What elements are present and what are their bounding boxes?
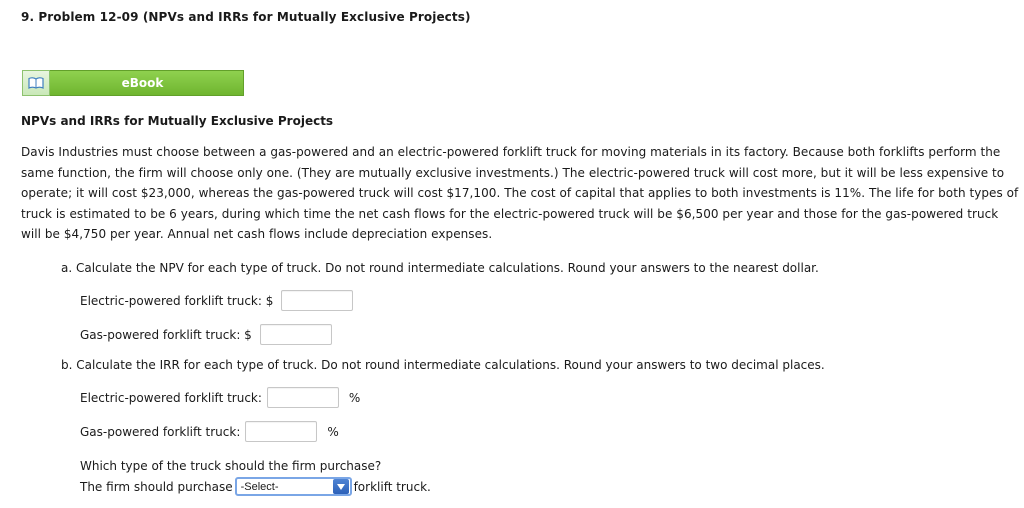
npv-gas-row — [80, 324, 332, 345]
irr-electric-row — [80, 387, 360, 408]
select-value: -Select- — [240, 480, 279, 493]
irr-gas-row — [80, 421, 339, 442]
purchase-suffix: forklift truck. — [353, 479, 431, 494]
npv-electric-input[interactable] — [281, 290, 353, 311]
irr-electric-input[interactable] — [267, 387, 339, 408]
irr-gas-label: Gas-powered forklift truck: — [80, 424, 241, 439]
problem-description: Davis Industries must choose between a gas-powered and an electric-powered forklift truck for moving materials in its factory. Because both forklifts perform the same function, the firm will choose only one. (They are mutually exclusive investments.) The electric-powered truck will cost more, but it will be less expensive to operate; it will cost $23,000, whereas the gas-powered truck will cost $17,100. The cost of capital that applies to both investments is 11%. The life for both types of truck is estimated to be 6 years, during which time the net cash flows for the electric-powered truck will be $6,500 per year and those for the gas-powered truck will be $4,750 per year. Annual net cash flows include depreciation expenses. — [21, 145, 1019, 241]
book-icon — [22, 70, 50, 96]
irr-electric-percent: % — [348, 390, 361, 405]
purchase-prefix: The firm should purchase — [80, 479, 233, 494]
npv-gas-input[interactable] — [260, 324, 332, 345]
section-heading: NPVs and IRRs for Mutually Exclusive Projects — [21, 114, 334, 128]
npv-electric-row — [80, 290, 353, 311]
purchase-row — [80, 477, 431, 496]
irr-gas-input[interactable] — [245, 421, 317, 442]
problem-title: 9. Problem 12-09 (NPVs and IRRs for Mutually Exclusive Projects) — [21, 10, 471, 24]
npv-gas-label: Gas-powered forklift truck: $ — [80, 327, 252, 342]
ebook-label: eBook — [50, 70, 244, 96]
question-b: b. Calculate the IRR for each type of truck. Do not round intermediate calculations. Round your answers to two decimal places. — [61, 358, 825, 372]
irr-gas-percent: % — [327, 424, 339, 439]
chevron-down-icon — [333, 479, 349, 494]
ebook-button[interactable] — [22, 70, 244, 96]
truck-type-select[interactable] — [235, 477, 352, 496]
purchase-question: Which type of the truck should the firm purchase? — [80, 459, 382, 473]
question-a: a. Calculate the NPV for each type of truck. Do not round intermediate calculations. Round your answers to the nearest dollar. — [61, 261, 819, 275]
irr-electric-label: Electric-powered forklift truck: — [80, 390, 262, 405]
npv-electric-label: Electric-powered forklift truck: $ — [80, 293, 274, 308]
